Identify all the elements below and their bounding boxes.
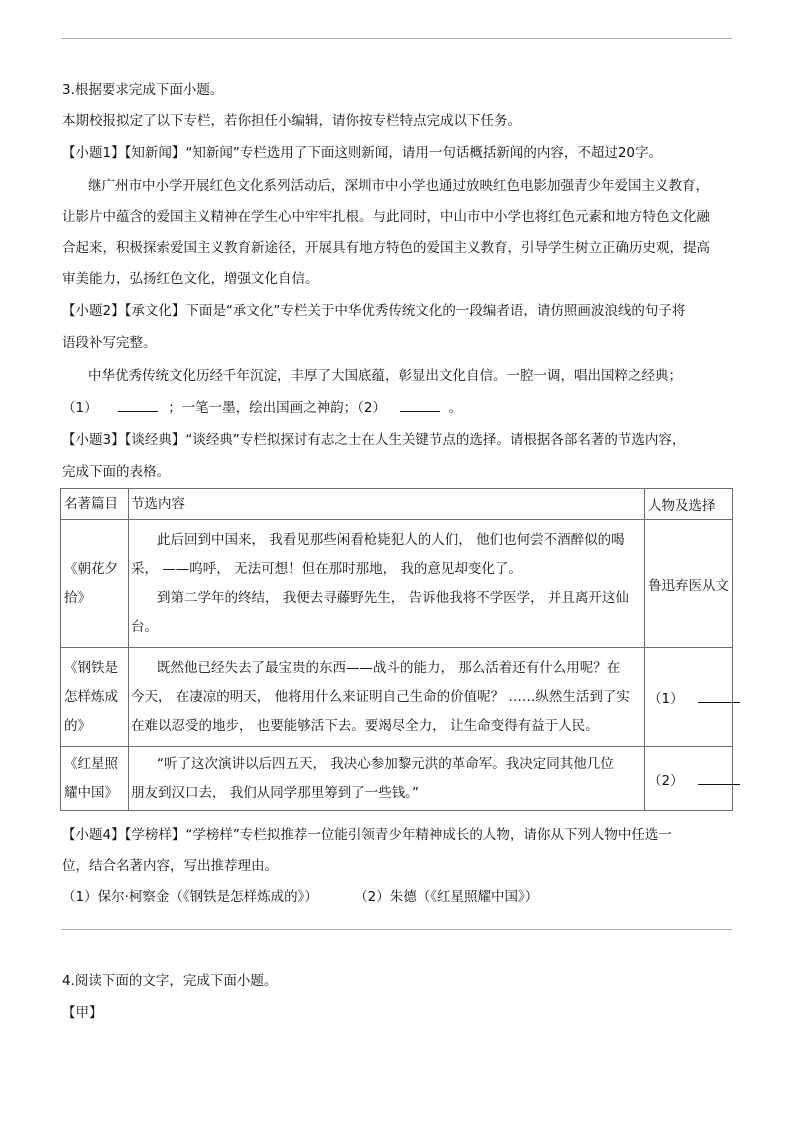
q3-title: 3.根据要求完成下面小题。 bbox=[62, 82, 224, 98]
sub1-news-line: 让影片中蕴含的爱国主义精神在学生心中牢牢扎根。与此同时，中山市中小学也将红色元素和地方特色文化融 bbox=[62, 209, 710, 225]
sub4-prompt: 位，结合名著内容，写出推荐理由。 bbox=[62, 858, 278, 874]
blank-label: （1） bbox=[648, 691, 684, 707]
answer-blank[interactable] bbox=[400, 397, 440, 412]
sub2-text-line bbox=[62, 397, 462, 418]
table-row bbox=[61, 520, 733, 648]
classics-table bbox=[60, 488, 733, 811]
excerpt-line: “听了这次演讲以后四五天， 我决心参加黎元洪的革命军。我决定同其他几位 bbox=[157, 755, 614, 772]
book-title-line: 耀中国》 bbox=[64, 784, 118, 801]
book-title-cell bbox=[61, 747, 129, 811]
excerpt-line: 既然他已经失去了最宝贵的东西——战斗的能力， 那么活着还有什么用呢？在 bbox=[157, 659, 621, 676]
excerpt-line: 在难以忍受的地步， 也要能够活下去。要竭尽全力， 让生命变得有益于人民。 bbox=[131, 717, 599, 734]
sub2-text-fragment: 。 bbox=[448, 400, 463, 416]
sub4-options bbox=[62, 887, 538, 907]
excerpt-cell bbox=[129, 648, 645, 747]
sub1-news-line: 审美能力，弘扬红色文化，增强文化自信。 bbox=[62, 271, 319, 287]
book-title-line: 《钢铁是 bbox=[64, 659, 118, 676]
sub1-news-line: 继广州市中小学开展红色文化系列活动后，深圳市中小学也通过放映红色电影加强青少年爱国主义教育， bbox=[88, 178, 709, 194]
sub2-prompt: 语段补写完整。 bbox=[62, 335, 157, 351]
sub2-prompt: 【小题2】【承文化】下面是“承文化”专栏关于中华优秀传统文化的一段编者语，请仿照画波浪线的句子将 bbox=[62, 303, 686, 319]
excerpt-line: 朋友到汉口去， 我们从同学那里筹到了一些钱。” bbox=[131, 784, 420, 801]
choice-cell bbox=[645, 747, 733, 811]
excerpt-line: 今天， 在凄凉的明天， 他将用什么来证明自己生命的价值呢？ ……纵然生活到了实 bbox=[131, 688, 630, 705]
sub1-news-line: 合起来，积极探索爱国主义教育新途径，开展具有地方特色的爱国主义教育，引导学生树立正确历史观，提高 bbox=[62, 240, 710, 256]
book-title-cell bbox=[61, 648, 129, 747]
sub3-prompt: 完成下面的表格。 bbox=[62, 464, 170, 480]
answer-blank[interactable] bbox=[698, 770, 740, 785]
excerpt-line: 到第二学年的终结， 我便去寻藤野先生， 告诉他我将不学医学， 并且离开这仙 bbox=[157, 589, 629, 606]
excerpt-cell bbox=[129, 520, 645, 648]
excerpt-line: 此后回到中国来， 我看见那些闲看枪毙犯人的人们， 他们也何尝不酒醉似的喝 bbox=[157, 531, 625, 548]
table-row bbox=[61, 648, 733, 747]
answer-blank[interactable] bbox=[118, 397, 158, 412]
book-title-line: 怎样炼成 bbox=[64, 688, 118, 705]
sub4-option: （1）保尔·柯察金（《钢铁是怎样炼成的》） bbox=[62, 889, 318, 905]
table-header-row bbox=[61, 489, 733, 520]
table-row bbox=[61, 747, 733, 811]
section-divider bbox=[62, 929, 732, 930]
book-title-line: 的》 bbox=[64, 717, 91, 734]
book-title-line: 《朝花夕 bbox=[64, 560, 118, 577]
blank-label: （2） bbox=[648, 772, 684, 789]
q4-title: 4.阅读下面的文字，完成下面小题。 bbox=[62, 973, 278, 989]
table-header-cell: 节选内容 bbox=[129, 489, 645, 520]
sub3-prompt: 【小题3】【谈经典】“谈经典”专栏拟探讨有志之士在人生关键节点的选择。请根据各部名著的节选内容， bbox=[62, 432, 686, 448]
sub4-option: （2）朱德（《红星照耀中国》） bbox=[354, 889, 539, 905]
book-title-cell bbox=[61, 520, 129, 648]
table-header-cell: 人物及选择 bbox=[645, 489, 733, 520]
sub2-text-line: 中华优秀传统文化历经千年沉淀，丰厚了大国底蕴，彰显出文化自信。一腔一调，唱出国粹之经典； bbox=[88, 368, 682, 384]
choice-cell bbox=[645, 648, 733, 747]
book-title-line: 拾》 bbox=[64, 589, 91, 606]
top-divider bbox=[62, 38, 732, 39]
table-header-cell: 名著篇目 bbox=[61, 489, 129, 520]
sub4-prompt: 【小题4】【学榜样】“学榜样”专栏拟推荐一位能引领青少年精神成长的人物，请你从下列人物中任选一 bbox=[62, 827, 672, 843]
sub2-text-fragment: ；一笔一墨，绘出国画之神韵；（2） bbox=[168, 400, 387, 416]
q4-part-label: 【甲】 bbox=[62, 1005, 103, 1021]
excerpt-cell bbox=[129, 747, 645, 811]
blank-label: （1） bbox=[62, 400, 98, 416]
choice-cell: 鲁迅弃医从文 bbox=[645, 520, 733, 648]
answer-blank[interactable] bbox=[698, 688, 740, 703]
q3-intro: 本期校报拟定了以下专栏，若你担任小编辑，请你按专栏特点完成以下任务。 bbox=[62, 113, 521, 129]
excerpt-line: 采， ——呜呼， 无法可想！但在那时那地， 我的意见却变化了。 bbox=[131, 560, 522, 577]
book-title-line: 《红星照 bbox=[64, 755, 118, 772]
sub1-prompt: 【小题1】【知新闻】“知新闻”专栏选用了下面这则新闻，请用一句话概括新闻的内容，不超过20字。 bbox=[62, 145, 663, 161]
excerpt-line: 台。 bbox=[131, 618, 158, 635]
